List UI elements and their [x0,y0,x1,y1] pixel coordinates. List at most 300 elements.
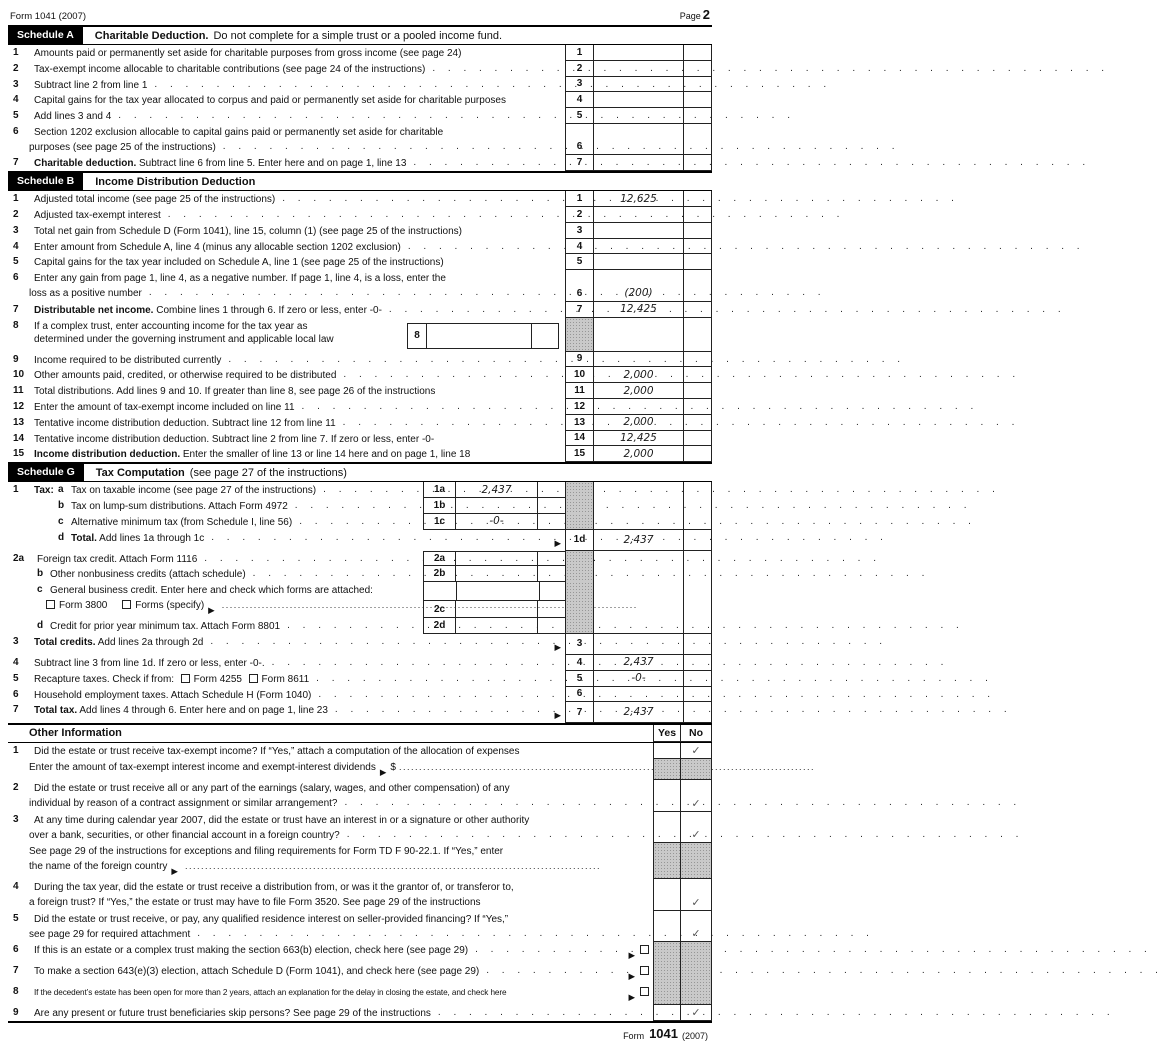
inner-amount-cell[interactable] [455,551,537,567]
forms-specify-checkbox[interactable] [122,600,131,609]
line-number-cell: 4 [565,239,593,255]
inner-cents-cell[interactable] [537,482,565,498]
sched-a-row-4 [8,92,712,108]
line-text: Tax-exempt income allocable to charitable contributions (see page 24 of the instructions) [34,63,426,75]
line-number-cell: 11 [565,383,593,399]
cents-cell[interactable] [683,45,712,61]
line-number: 2 [13,209,19,221]
dot-leader [316,671,562,684]
q4-yes-cell[interactable] [653,879,680,911]
dot-leader [168,207,562,220]
dot-leader [295,498,420,511]
line-number: 6 [13,688,19,700]
sched-b-row-14 [8,431,712,447]
question-text: see page 29 for required attachment [29,928,191,940]
cents-cell [683,566,712,582]
line-text: Recapture taxes. Check if from: Form 4255 Form 8611 [34,673,310,685]
amount-cell[interactable] [593,77,683,93]
footer-year: (2007) [681,1030,708,1041]
line-text: Tentative income distribution deduction. Subtract line 2 from line 7. If zero or less, enter -0- [34,433,435,445]
q2-yes-cell[interactable] [653,780,680,812]
checkbox-row: Form 3800 Forms (specify) [45,597,204,612]
line-text: Charitable deduction. Subtract line 6 from line 5. Enter here and on page 1, line 13 [34,158,407,170]
amount-cell[interactable] [593,352,683,368]
line-text: Adjusted tax-exempt interest [34,210,161,222]
sched-g-row-1a [8,482,712,498]
line-text: Credit for prior year minimum tax. Attach Form 8801 [50,621,281,633]
amount-cell[interactable]: 2,437 [593,655,683,671]
dot-leader [197,926,650,939]
arrow-right-icon [628,963,635,984]
sched-g-row-2b [8,566,712,582]
line-number-cell: 7 [565,302,593,318]
inner-cents-cell[interactable] [531,324,558,348]
amount-cell[interactable] [593,124,683,156]
form-id-label: Form 1041 (2007) [10,11,87,22]
schedule-g-badge: Schedule G [8,464,84,481]
cents-cell[interactable] [683,302,712,318]
line-text: Subtract line 2 from line 1 [34,79,148,91]
inner-box-label: 8 [414,330,420,342]
page-indicator [680,7,710,22]
line-number: 8 [13,319,19,331]
amount-cell[interactable]: 12,425 [593,302,683,318]
q5-yes-cell[interactable] [653,911,680,943]
dot-leader [299,514,420,527]
sched-b-row-6 [8,270,712,302]
sched-b-row-8 [8,318,712,352]
form-4255-checkbox[interactable] [181,674,190,683]
other-information-header [8,723,712,743]
cents-cell[interactable] [683,108,712,124]
dot-leader [211,530,547,543]
question-text: Did the estate or trust receive all or any part of the earnings (salary, wages, and other compensation) of any [34,783,510,795]
shaded-cell [565,551,593,567]
sched-b-row-7 [8,302,712,318]
line-number-cell: 6 [565,270,593,302]
amount-cell[interactable] [593,207,683,223]
question-text: Are any present or future trust beneficiaries skip persons? See page 29 of the instructions [34,1008,431,1020]
question-number: 9 [13,1007,19,1019]
amount-cell[interactable] [593,155,683,171]
line-number-cell: 1d [565,530,593,551]
amount-cell[interactable] [593,254,683,270]
amount-cell [593,482,683,498]
line-text: Adjusted total income (see page 25 of the instructions) [34,194,276,206]
amount-cell[interactable] [593,687,683,703]
line-number: 4 [13,656,19,668]
sched-b-row-3 [8,223,712,239]
amount-cell[interactable] [593,108,683,124]
cents-cell[interactable] [683,634,712,655]
cents-cell[interactable] [683,124,712,156]
form-8611-checkbox[interactable] [249,674,258,683]
cents-cell[interactable] [683,77,712,93]
page-word: Page [679,11,701,21]
inner-amount-cell[interactable] [426,324,531,348]
line-letter: a [58,484,64,496]
shaded-no-cell [680,843,712,879]
line-number-cell: 7 [565,155,593,171]
inner-amount-cell[interactable]: 2,437 [455,482,537,498]
dot-leader [149,285,562,298]
line-text: Foreign tax credit. Attach Form 1116 [37,553,198,565]
line-number: 5 [13,672,19,684]
arrow-right-icon [554,530,561,551]
q9-yes-cell[interactable] [653,1005,680,1021]
cents-cell [683,582,712,618]
sched-b-row-1 [8,191,712,207]
sched-a-row-7 [8,155,712,171]
arrow-right-icon [208,597,215,618]
cents-cell[interactable] [683,671,712,687]
q5-no-cell[interactable] [680,911,712,943]
sched-g-row-2a [8,551,712,567]
line-number-cell: 12 [565,399,593,415]
amount-cell[interactable]: 2,437 [593,702,683,723]
amount-cell[interactable] [593,223,683,239]
line-number-cell: 13 [565,415,593,431]
line-number-cell: 1 [565,45,593,61]
check-mark-icon: ✓ [691,745,701,758]
line-number-cell: 3 [565,223,593,239]
page-header [8,5,712,25]
line-number: 7 [13,704,19,716]
inner-amount-cell[interactable] [455,600,537,618]
line-text: Total net gain from Schedule D (Form 1041), line 15, column (1) (see page 25 of the instructions) [34,225,462,237]
other-info-q6-q7-q8 [8,942,712,1005]
cents-cell[interactable] [683,383,712,399]
dot-leader [302,399,562,412]
cents-cell[interactable] [683,702,712,723]
line-number: 6 [13,272,19,284]
check-mark-icon: ✓ [691,896,701,909]
sched-g-row-6 [8,687,712,703]
q4-no-cell[interactable] [680,879,712,911]
amount-cell[interactable]: 2,000 [593,446,683,462]
schedule-b-header [8,171,712,191]
line-number-cell: 4 [565,92,593,108]
cents-cell[interactable] [683,270,712,302]
amount-fill-line[interactable] [399,759,649,772]
q9-no-cell[interactable] [680,1005,712,1021]
sched-g-row-3 [8,634,712,655]
question-text: individual by reason of a contract assignment or similar arrangement? [29,798,338,810]
cents-cell [683,482,712,498]
sched-b-row-4 [8,239,712,255]
check-mark-icon: ✓ [691,1006,701,1019]
cents-cell[interactable] [683,239,712,255]
check-mark-icon: ✓ [691,829,701,842]
shaded-cell [565,482,593,498]
section-643e3-checkbox[interactable] [640,966,649,975]
question-text: During the tax year, did the estate or trust receive a distribution from, or was it the grantor of, or transferor to, [34,882,514,894]
cents-cell [683,551,712,567]
cents-cell[interactable] [683,399,712,415]
other-info-q1-line2 [8,759,712,780]
line-number: 3 [13,78,19,90]
inner-amount-cell[interactable] [455,566,537,582]
question-number: 1 [13,745,19,757]
question-number: 8 [13,986,19,998]
sched-g-row-1c [8,514,712,530]
amount-cell [593,514,683,530]
line-letter: d [37,620,44,632]
inner-line-number-cell: 1b [423,498,455,514]
amount-cell [593,551,683,567]
cents-cell[interactable] [683,655,712,671]
line-number: 7 [13,303,19,315]
cents-cell [683,618,712,634]
line-text: Enter the amount of tax-exempt income included on line 11 [34,401,295,413]
sched-a-row-1 [8,45,712,61]
line-number-cell: 5 [565,108,593,124]
sched-g-row-1b [8,498,712,514]
cents-cell[interactable] [683,367,712,383]
sched-a-row-5 [8,108,712,124]
amount-cell [593,618,683,634]
section-663b-checkbox[interactable] [640,945,649,954]
line-text: If a complex trust, enter accounting income for the tax year as determined under the governing instrument and applicable local law [34,320,334,345]
line-letter: c [58,515,64,527]
q3-no-cell[interactable] [680,812,712,844]
line-text: loss as a positive number [29,288,142,300]
line-number: 3 [13,224,19,236]
arrow-right-icon [628,984,635,1005]
dot-leader [287,618,420,631]
line-number-cell: 10 [565,367,593,383]
line-text: Amounts paid or permanently set aside for charitable purposes from gross income (see page 24) [34,48,462,59]
schedule-a-subtitle: Do not complete for a simple trust or a pooled income fund. [213,29,503,42]
question-number: 7 [13,965,19,977]
sched-a-row-3 [8,77,712,93]
line-number-cell: 4 [565,655,593,671]
dot-leader [432,61,562,74]
line-number-cell: 2 [565,207,593,223]
amount-cell[interactable]: 2,000 [593,415,683,431]
cents-cell[interactable] [683,61,712,77]
dot-leader [154,77,562,90]
line-number-cell: 14 [565,431,593,447]
question-text: over a bank, securities, or other financial account in a foreign country? [29,829,340,841]
q1-no-cell[interactable] [680,743,712,759]
q3-yes-cell[interactable] [653,812,680,844]
footer-form-number: 1041 [649,1025,678,1041]
shaded-yes-cell [653,759,680,780]
amount-cell [593,582,683,618]
specify-fill-line[interactable] [222,597,419,610]
amount-cell[interactable]: -0- [593,671,683,687]
inner-cents-cell[interactable] [537,514,565,530]
question-number: 2 [13,782,19,794]
line-text: Household employment taxes. Attach Schedule H (Form 1040) [34,689,312,701]
cents-cell[interactable] [683,191,712,207]
footer-form-word: Form [623,1030,645,1041]
cents-cell [683,498,712,514]
cents-cell[interactable] [683,352,712,368]
schedule-b-title: Income Distribution Deduction [95,175,256,188]
amount-cell [593,498,683,514]
q1-yes-cell[interactable] [653,743,680,759]
cents-cell [683,514,712,530]
inner-cents-cell[interactable] [537,551,565,567]
cents-cell[interactable] [683,431,712,447]
sched-g-row-4 [8,655,712,671]
amount-cell[interactable] [593,61,683,77]
line-text: Income required to be distributed currently [34,354,222,366]
line-number: 7 [13,157,19,169]
form-3800-checkbox[interactable] [46,600,55,609]
other-info-q1-line1 [8,743,712,759]
dollar-sign: $ [390,762,396,774]
line-text: Income distribution deduction. Enter the smaller of line 13 or line 14 here and on page 1, line 18 [34,449,471,461]
line-text: Total. Add lines 1a through 1c [71,532,205,544]
line-number: 6 [13,125,19,137]
amount-cell[interactable]: 2,000 [593,383,683,399]
line-letter: d [58,531,65,543]
inner-cents-cell[interactable] [537,566,565,582]
cents-cell[interactable] [683,92,712,108]
sched-g-row-5 [8,671,712,687]
line-text: Total distributions. Add lines 9 and 10. If greater than line 8, see page 26 of the instructions [34,386,436,398]
line-text: Other nonbusiness credits (attach schedule) [50,569,246,581]
accounting-income-entry-box[interactable] [407,323,559,349]
amount-cell[interactable] [593,239,683,255]
question-number: 3 [13,813,19,825]
cents-cell [683,318,712,352]
cents-cell[interactable] [683,207,712,223]
line-number-cell: 6 [565,687,593,703]
amount-cell[interactable] [593,634,683,655]
line-number-cell: 7 [565,702,593,723]
inner-amount-cell[interactable] [455,498,537,514]
cents-cell[interactable] [683,155,712,171]
line-number: 1 [13,47,19,58]
cents-cell[interactable] [683,687,712,703]
line-text: Tax on taxable income (see page 27 of the instructions) [71,485,317,497]
amount-cell[interactable]: 12,425 [593,431,683,447]
cents-cell[interactable] [683,223,712,239]
dot-leader [323,482,420,495]
dot-leader [475,942,621,955]
line-text: Alternative minimum tax (from Schedule I, line 56) [71,516,293,528]
line-letter: b [37,568,44,580]
question-text: At any time during calendar year 2007, did the estate or trust have an interest in or a signature or other authority [34,814,530,826]
line-number: 1 [13,484,19,496]
sched-b-row-5 [8,254,712,270]
amount-cell[interactable] [593,92,683,108]
other-info-q2 [8,780,712,812]
inner-amount-cell[interactable]: -0- [455,514,537,530]
shaded-cell [565,582,593,618]
dot-leader [408,239,562,252]
page-footer [8,1023,712,1041]
line-number-cell: 9 [565,352,593,368]
amount-cell[interactable]: 2,000 [593,367,683,383]
line-letter: c [37,584,43,596]
sched-a-row-2 [8,61,712,77]
sched-b-row-11 [8,383,712,399]
shaded-yes-cell [653,843,680,879]
inner-cents-cell[interactable] [537,618,565,634]
line-text: Total credits. Add lines 2a through 2d [34,636,204,648]
dot-leader [343,415,562,428]
shaded-cell [565,318,593,352]
schedule-g-header [8,462,712,482]
line-number: 2a [13,552,25,564]
line-text: General business credit. Enter here and check which forms are attached: [50,585,373,597]
dot-leader [335,702,548,715]
inner-amount-cell[interactable] [455,618,537,634]
line-text: Enter any gain from page 1, line 4, as a negative number. If page 1, line 4, is a loss, enter the [34,273,446,285]
line-text: Capital gains for the tax year included on Schedule A, line 1 (see page 25 of the instructions) [34,257,444,269]
sched-b-row-12 [8,399,712,415]
arrow-right-icon [380,759,387,780]
amount-cell[interactable] [593,45,683,61]
dot-leader [204,551,420,564]
sched-g-row-7 [8,702,712,723]
line-text: Enter amount from Schedule A, line 4 (minus any allocable section 1202 exclusion) [34,241,401,253]
estate-open-checkbox[interactable] [640,987,649,996]
q2-no-cell[interactable] [680,780,712,812]
shaded-no-cell [680,759,712,780]
schedule-b-badge: Schedule B [8,173,83,190]
line-number-cell: 15 [565,446,593,462]
question-text: If this is an estate or a complex trust making the section 663(b) election, check here (see page 29) [34,945,469,957]
yes-column-header: Yes [653,725,680,742]
dot-leader [118,108,562,121]
line-number: 4 [13,240,19,252]
amount-cell[interactable]: 2,437 [593,530,683,551]
schedule-a-header [8,25,712,45]
inner-line-number-cell: 2d [423,618,455,634]
inner-cents-cell[interactable] [537,600,565,618]
line-number-cell: 2 [565,61,593,77]
dot-leader [413,155,562,168]
line-number: 14 [13,432,25,444]
amount-cell[interactable] [593,399,683,415]
dot-leader [438,1005,650,1018]
dot-leader [282,191,562,204]
dot-leader [347,827,650,840]
amount-cell[interactable]: 12,625 [593,191,683,207]
sched-b-row-9 [8,352,712,368]
dot-leader [223,139,562,152]
line-number-cell: 1 [565,191,593,207]
inner-line-number-cell: 1c [423,514,455,530]
cents-cell[interactable] [683,415,712,431]
cents-cell[interactable] [683,446,712,462]
other-info-q5 [8,911,712,943]
country-fill-line[interactable] [185,858,649,871]
line-number-cell: 3 [565,77,593,93]
dot-leader [345,795,651,808]
question-text: Did the estate or trust receive, or pay, any qualified residence interest on seller-provided financing? If “Yes,” [34,913,509,925]
inner-cents-cell[interactable] [537,498,565,514]
line-number: 1 [13,193,19,205]
sched-a-row-6 [8,124,712,156]
shaded-no-cell [680,942,712,1005]
cents-cell[interactable] [683,530,712,551]
amount-cell[interactable]: (200) [593,270,683,302]
no-column-header: No [680,725,712,742]
cents-cell[interactable] [683,254,712,270]
question-text: If the decedent’s estate has been open for more than 2 years, attach an explanation for the delay in closing the estate, and check here [34,988,507,998]
inner-line-number-cell: 1a [423,482,455,498]
inner-line-number-cell: 2b [423,566,455,582]
line-number: 11 [13,385,24,397]
line-text: purposes (see page 25 of the instructions) [29,141,216,153]
